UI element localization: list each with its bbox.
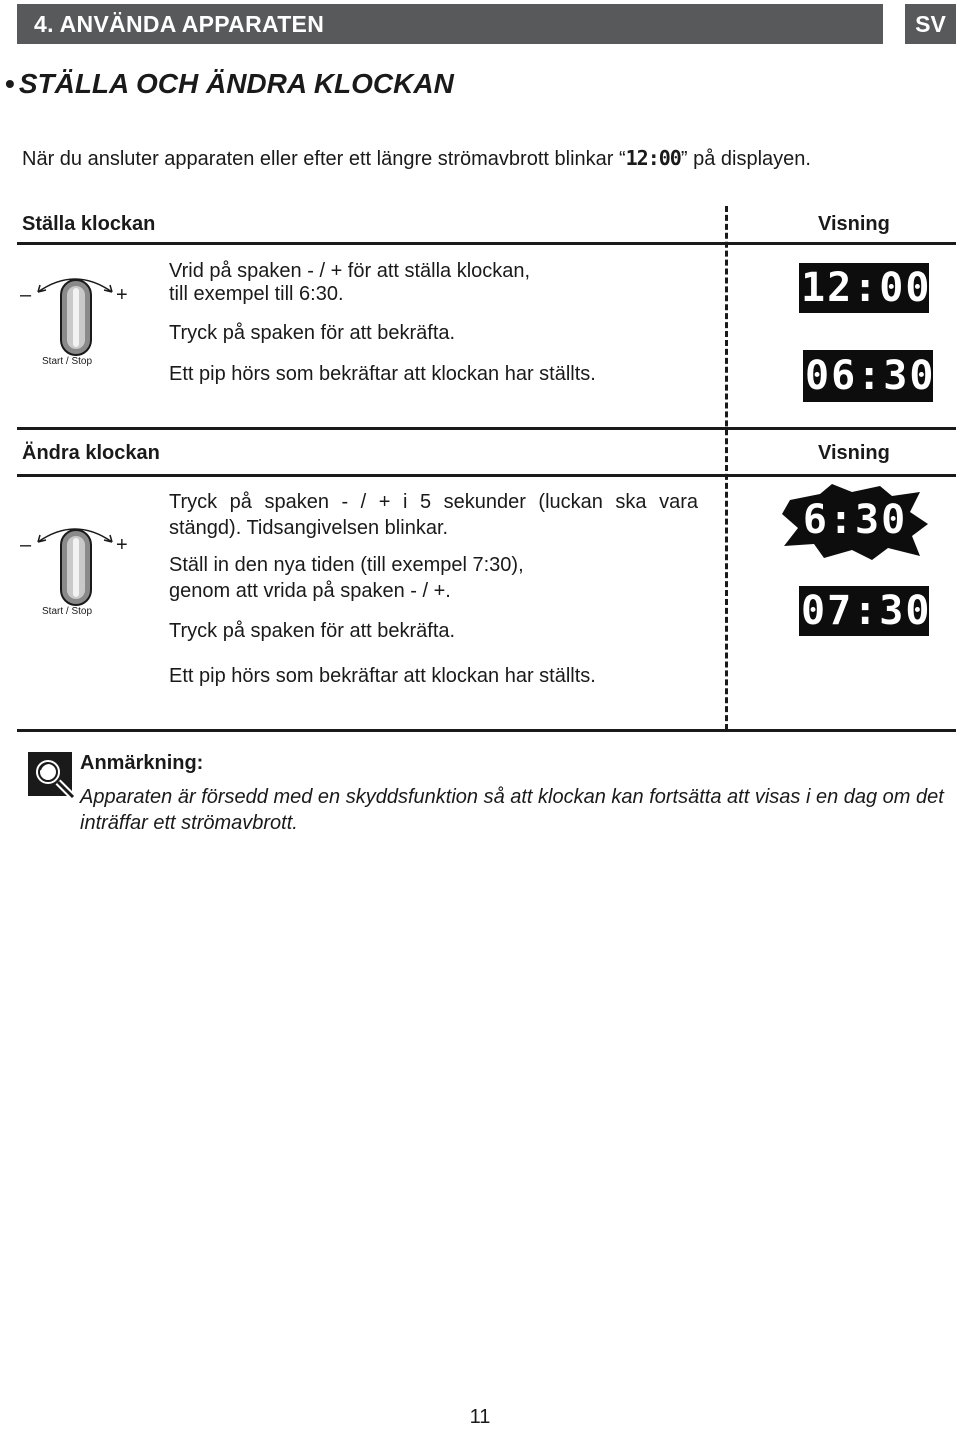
change-clock-heading: Ändra klockan xyxy=(22,442,160,464)
column-divider xyxy=(725,206,728,730)
start-stop-label: Start / Stop xyxy=(42,356,93,367)
set-step-3: Ett pip hörs som bekräftar att klockan har ställts. xyxy=(169,363,596,385)
display-6-30-blinking: 6:30 xyxy=(802,497,908,543)
minus-sign: – xyxy=(20,284,32,306)
intro-code: 12:00 xyxy=(625,146,681,170)
table-rule-top xyxy=(17,242,956,245)
set-step-1b: till exempel till 6:30. xyxy=(169,283,344,305)
plus-sign: + xyxy=(116,534,128,556)
change-step-4: Ett pip hörs som bekräftar att klockan har ställts. xyxy=(169,665,596,687)
set-clock-display-heading: Visning xyxy=(818,213,890,235)
display-07-30: 07:30 xyxy=(801,588,932,634)
table-rule-subheader xyxy=(17,474,956,477)
section-header-bar xyxy=(17,4,883,44)
change-clock-display-heading: Visning xyxy=(818,442,890,464)
control-knob-2 xyxy=(20,524,140,634)
chapter-title: 4. ANVÄNDA APPARATEN xyxy=(34,11,325,37)
intro-before: När du ansluter apparaten eller efter ett längre strömavbrott blinkar “ xyxy=(22,148,626,170)
section-title xyxy=(5,68,454,100)
intro-paragraph xyxy=(22,146,811,171)
intro-after: ” på displayen. xyxy=(680,148,811,170)
section-title-text: STÄLLA OCH ÄNDRA KLOCKAN xyxy=(18,68,454,99)
note-text: Apparaten är försedd med en skyddsfunktion så att klockan kan fortsätta att visas i en dag om det inträffar ett strömavbrott. xyxy=(80,786,944,834)
minus-sign: – xyxy=(20,534,32,556)
start-stop-label: Start / Stop xyxy=(42,606,93,617)
change-step-1: Tryck på spaken - / + i 5 sekunder (luckan ska vara stängd). Tidsangivelsen blinkar. xyxy=(169,491,698,539)
table-rule-middle xyxy=(17,427,956,430)
magnifier-note-icon xyxy=(28,752,76,800)
plus-sign: + xyxy=(116,284,128,306)
set-step-1a: Vrid på spaken - / + för att ställa klockan, xyxy=(169,260,531,282)
display-12-00: 12:00 xyxy=(801,265,932,311)
set-clock-heading: Ställa klockan xyxy=(22,213,156,235)
bullet: • xyxy=(5,68,15,99)
language-badge: SV xyxy=(905,4,956,44)
change-step-3: Tryck på spaken för att bekräfta. xyxy=(169,620,456,642)
note-heading: Anmärkning: xyxy=(80,752,204,774)
page-number: 11 xyxy=(469,1406,491,1428)
table-rule-bottom xyxy=(17,729,956,732)
display-06-30: 06:30 xyxy=(803,350,933,402)
set-step-2: Tryck på spaken för att bekräfta. xyxy=(169,322,456,344)
change-step-2b: genom att vrida på spaken - / +. xyxy=(169,580,451,602)
change-step-2a: Ställ in den nya tiden (till exempel 7:30), xyxy=(169,554,524,576)
control-knob xyxy=(20,274,140,384)
